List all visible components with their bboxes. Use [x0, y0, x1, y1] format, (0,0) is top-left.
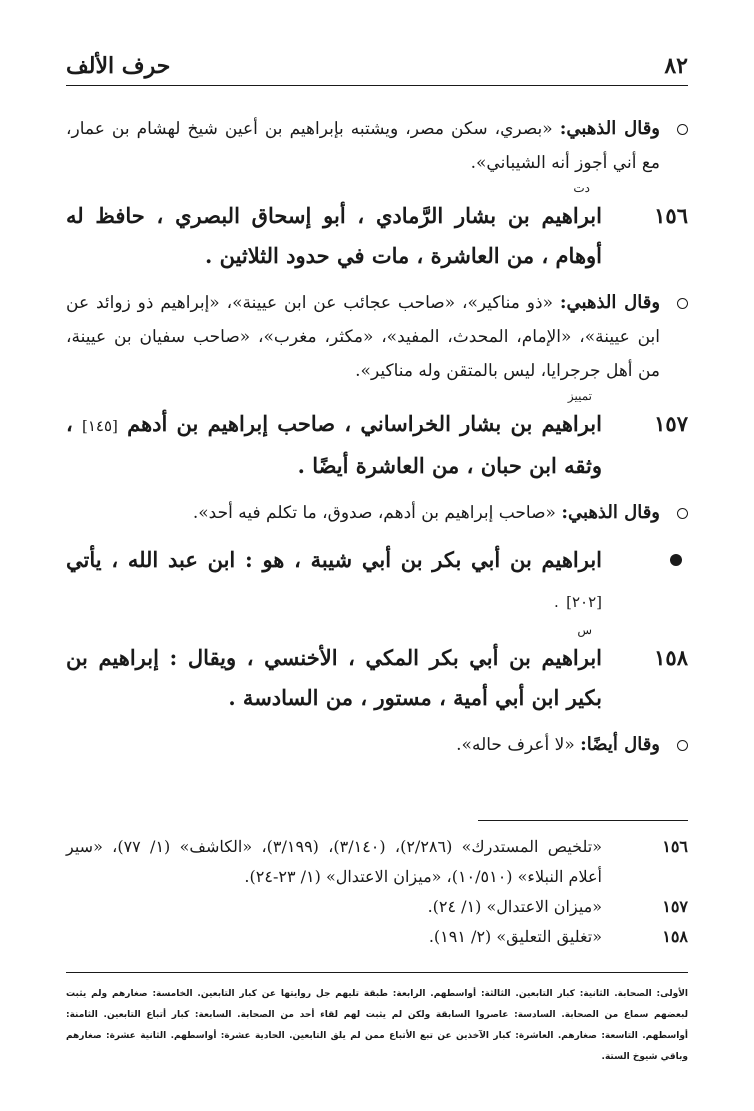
footnote-number: ١٥٨ [662, 927, 688, 946]
page-header [66, 46, 688, 86]
rijal-symbol: تمييز [567, 389, 592, 403]
dhahabi-note-3 [66, 496, 688, 530]
entry-text: ابراهيم بن بشار الرَّمادي ، أبو إسحاق البصري ، حافظ له أوهام ، من العاشرة ، مات في حدود الثلاثين . [66, 203, 602, 268]
rijal-symbol: دت [573, 181, 590, 195]
circle-bullet-icon [677, 508, 688, 519]
tabaqat-legend: الأولى: الصحابة. الثانية: كبار التابعين. الثالثة: أواسطهم. الرابعة: طبقة تليهم جل روايتها عن كبار التابعين. الخامسة: صغارهم ولم يثبت لبعضهم سماع من الصحابة. السادسة: عاصروا السابقة ولكن لم يثبت لهم لقاء أحد من الصحابة. السابعة: كبار أتباع التابعين. الثامنة: أواسطهم. التاسعة: صغارهم. العاشرة: كبار الآخذين عن تبع الأتباع ممن لم يلق التابعين. الحادية عشرة: أواسطهم. الثانية عشرة: صغارهم وباقي شيوخ الستة. [66, 989, 688, 1062]
footnote-row [66, 892, 688, 922]
footnote-text: «تلخيص المستدرك» (٢/٢٨٦)، (٣/١٤٠)، (٣/١٩٩)، «الكاشف» (١/ ٧٧)، «سير أعلام النبلاء» (١٠/٥١٠)، «ميزان الاعتدال» (١/ ٢٣-٢٤). [66, 837, 603, 886]
circle-bullet-icon [677, 298, 688, 309]
chapter-title: حرف الألف [66, 53, 171, 79]
footnote-text: «ميزان الاعتدال» (١/ ٢٤). [427, 897, 602, 916]
entry-text: ابراهيم بن أبي بكر بن أبي شيبة ، هو : ابن عبد الله ، يأتي [66, 547, 602, 572]
note-text: «صاحب إبراهيم بن أدهم، صدوق، ما تكلم فيه أحد». [192, 503, 556, 523]
footnote-number: ١٥٧ [662, 897, 688, 916]
footnote-row [66, 832, 688, 892]
page-number: ٨٢ [664, 53, 688, 79]
legend-divider [66, 972, 688, 973]
filled-bullet-icon [670, 554, 682, 566]
note-label: وقال الذهبي: [561, 502, 660, 523]
footnote-number: ١٥٦ [662, 837, 688, 856]
entry-158 [66, 623, 688, 718]
note-label: وقال الذهبي: [559, 292, 661, 313]
entry-text: ابراهيم بن بشار الخراساني ، صاحب إبراهيم بن أدهم [127, 411, 602, 436]
cross-reference: [٢٠٢] [566, 593, 602, 611]
footnote-row [66, 922, 688, 952]
cross-reference: [١٤٥] [82, 417, 118, 435]
footnotes [66, 832, 688, 952]
note-label: وقال الذهبي: [559, 118, 660, 139]
dhahabi-note-4 [66, 728, 688, 762]
entry-156 [66, 181, 688, 276]
entry-text: ابراهيم بن أبي بكر المكي ، الأخنسي ، ويقال : إبراهيم بن بكير ابن أبي أمية ، مستور ، من السادسة . [66, 645, 602, 710]
circle-bullet-icon [677, 740, 688, 751]
entry-number: ١٥٨ [654, 645, 688, 670]
dhahabi-note-2 [66, 286, 688, 388]
entry-text-continued: ، وثقه ابن حبان ، من العاشرة أيضًا . [66, 411, 602, 478]
dhahabi-note-1 [66, 112, 688, 180]
note-text: «ذو مناكير»، «صاحب عجائب عن ابن عيينة»، «إبراهيم ذو زوائد عن ابن عيينة»، «الإمام، المحدث، المفيد»، «مكثر، مغرب»، «صاحب سفيان بن عيينة، من أهل جرجرايا، ليس بالمتقن وله مناكير». [66, 293, 660, 381]
entry-number: ١٥٧ [654, 411, 688, 436]
entry-tail: . [554, 593, 559, 611]
note-label: وقال أيضًا: [580, 734, 660, 755]
circle-bullet-icon [677, 124, 688, 135]
footnote-divider [478, 820, 688, 821]
entry-157 [66, 389, 688, 486]
rijal-symbol: س [577, 623, 592, 637]
footnote-text: «تغليق التعليق» (٢/ ١٩١). [428, 927, 602, 946]
main-text [66, 112, 688, 762]
note-text: «لا أعرف حاله». [456, 735, 575, 755]
entry-number: ١٥٦ [654, 203, 688, 228]
note-text: «بصري، سكن مصر، ويشتبه بإبراهيم بن أعين شيخ لهشام بن عمار، مع أني أجوز أنه الشيباني». [66, 119, 660, 173]
entry-cross-reference [66, 540, 688, 622]
